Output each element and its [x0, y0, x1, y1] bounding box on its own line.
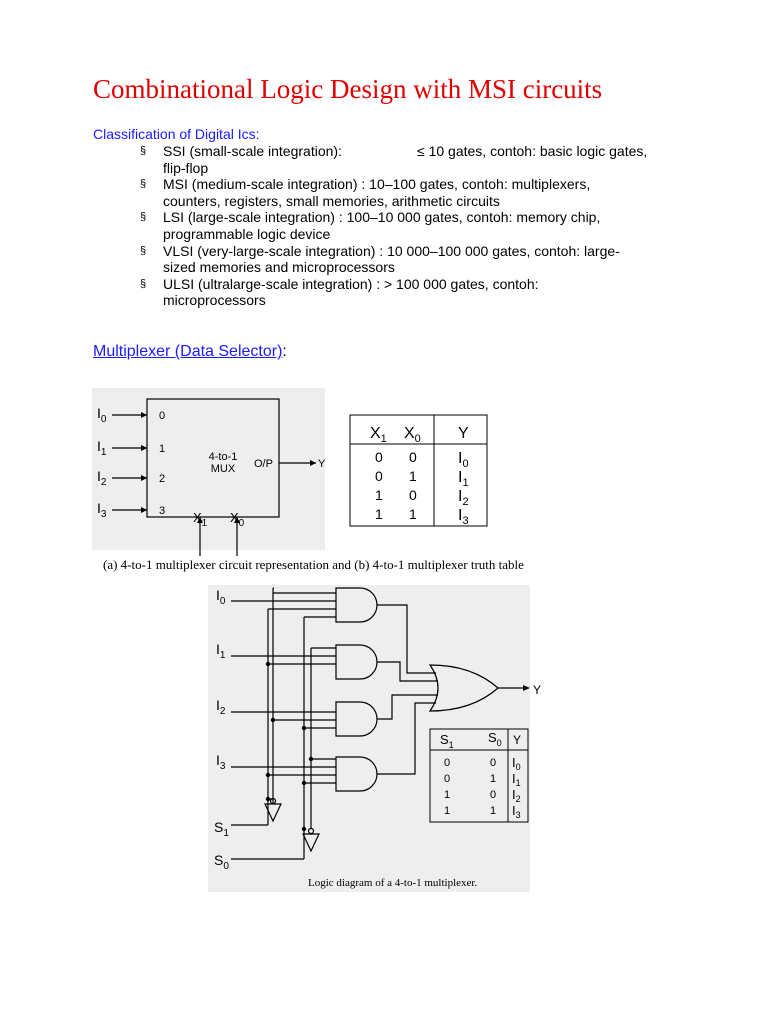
diagram-input-i0: $I_0$	[216, 587, 226, 607]
bullet-mark: §	[140, 211, 147, 224]
list-item-msi	[140, 176, 710, 209]
junction-dot	[309, 757, 313, 761]
select-label-x0: $X_0$	[230, 510, 245, 529]
bullet-mark: §	[140, 277, 147, 290]
diagram-input-i3: $I_3$	[216, 752, 226, 772]
diagram-input-i1: $I_1$	[216, 641, 226, 661]
msi-line-2: counters, registers, small memories, arithmetic circuits	[163, 192, 500, 209]
arrowhead	[141, 507, 147, 513]
pin-label-0: 0	[159, 410, 166, 422]
table-cell: 1	[375, 487, 383, 503]
lsi-line-2: programmable logic device	[163, 225, 331, 242]
table-cell: 0	[490, 789, 497, 801]
truth-table-a-header-x0: $X_0$	[404, 425, 421, 445]
input-label-i0: $I_0$	[97, 405, 107, 425]
pin-label-3: 3	[159, 505, 166, 517]
junction-dot	[266, 662, 270, 666]
junction-dot	[302, 827, 306, 831]
table-cell: 1	[409, 468, 417, 484]
block-label-4to1: 4-to-1	[208, 451, 238, 463]
mux-block-figure	[92, 388, 622, 578]
table-cell-output: $I_3$	[458, 507, 469, 527]
diagram-input-i2: $I_2$	[216, 697, 226, 717]
arrowhead	[141, 475, 147, 481]
junction-dot	[271, 718, 275, 722]
bullet-mark: §	[140, 244, 147, 257]
input-label-i1: $I_1$	[97, 438, 107, 458]
inverter-s1	[265, 804, 281, 821]
truth-table-a-header-x1: $X_1$	[370, 425, 387, 445]
table-cell: 0	[409, 487, 417, 503]
multiplexer-heading-colon: :	[282, 343, 287, 360]
list-item-ssi	[140, 143, 710, 176]
figure-b-caption: Logic diagram of a 4-to-1 multiplexer.	[308, 877, 478, 889]
multiplexer-heading-link[interactable]: Multiplexer (Data Selector)	[93, 343, 283, 360]
diagram-output-y: Y	[533, 683, 542, 697]
pin-label-1: 1	[159, 443, 166, 455]
vlsi-line-2: sized memories and microprocessors	[163, 259, 395, 276]
page-title: Combinational Logic Design with MSI circuits	[93, 74, 603, 104]
table-cell: 1	[444, 789, 451, 801]
table-cell-output: $I_3$	[512, 803, 521, 820]
select-label-x1: $X_1$	[193, 510, 208, 529]
wire	[377, 703, 436, 774]
truth-table-b-header-y: Y	[513, 733, 522, 747]
table-cell-output: $I_0$	[512, 755, 521, 772]
and-gate-3	[336, 757, 377, 791]
bullet-mark: §	[140, 178, 147, 191]
input-label-i3: $I_3$	[97, 500, 107, 520]
ssi-gates: ≤ 10 gates, contoh: basic logic gates,	[417, 143, 648, 159]
arrowhead	[523, 685, 530, 691]
truth-table-a-header-y: Y	[458, 425, 469, 442]
bullet-mark: §	[140, 145, 147, 157]
table-cell: 1	[409, 506, 417, 522]
table-cell-output: $I_1$	[458, 469, 469, 489]
classification-list	[140, 143, 710, 309]
list-item-ulsi	[140, 276, 710, 309]
table-cell: 1	[444, 805, 451, 817]
junction-dot	[302, 781, 306, 785]
and-gate-1	[336, 645, 377, 679]
and-gate-0	[336, 588, 377, 622]
arrowhead	[141, 445, 147, 451]
junction-dot	[266, 773, 270, 777]
truth-table-b-header-s1: $S_1$	[440, 732, 454, 750]
ssi-definition: SSI (small-scale integration):	[163, 143, 342, 159]
table-cell: 1	[375, 506, 383, 522]
classification-heading: Classification of Digital Ics:	[93, 126, 260, 142]
pin-label-2: 2	[159, 473, 166, 485]
table-cell: 1	[490, 805, 497, 817]
table-cell-output: $I_1$	[512, 771, 521, 788]
table-cell: 0	[375, 449, 383, 465]
table-cell: 0	[444, 757, 451, 769]
block-label-mux: MUX	[210, 463, 236, 475]
diagram-select-s1: $S_1$	[214, 819, 229, 839]
figure-a-caption: (a) 4-to-1 multiplexer circuit representation and (b) 4-to-1 multiplexer truth table	[103, 557, 524, 572]
ulsi-line-2: microprocessors	[163, 292, 266, 309]
arrowhead	[310, 460, 316, 466]
table-cell: 0	[490, 757, 497, 769]
list-item-lsi	[140, 209, 710, 242]
multiplexer-heading	[93, 343, 287, 361]
wire	[377, 695, 438, 719]
lsi-line-1: LSI (large-scale integration) : 100–10 000 gates, contoh: memory chip,	[163, 209, 601, 226]
table-cell: 0	[444, 773, 451, 785]
wire	[377, 605, 436, 673]
inverter-s0	[303, 834, 319, 851]
inverter-bubble	[309, 829, 314, 834]
output-label-y: Y	[318, 458, 326, 470]
table-cell-output: $I_2$	[458, 488, 469, 508]
table-cell: 1	[490, 773, 497, 785]
junction-dot	[302, 726, 306, 730]
or-gate	[430, 665, 498, 711]
arrowhead	[141, 412, 147, 418]
ulsi-line-1: ULSI (ultralarge-scale integration) : > 100 000 gates, contoh:	[163, 275, 539, 292]
table-cell: 0	[375, 468, 383, 484]
table-cell-output: $I_2$	[512, 787, 521, 804]
list-item-vlsi	[140, 243, 710, 276]
vlsi-line-1: VLSI (very-large-scale integration) : 10 000–100 000 gates, contoh: large-	[163, 242, 620, 259]
msi-line-1: MSI (medium-scale integration) : 10–100 gates, contoh: multiplexers,	[163, 176, 591, 193]
table-cell-output: $I_0$	[458, 450, 469, 470]
ssi-example-cont: flip-flop	[163, 159, 209, 176]
truth-table-b-header-s0: $S_0$	[488, 730, 502, 748]
input-label-i2: $I_2$	[97, 468, 107, 488]
junction-dot	[266, 797, 270, 801]
diagram-select-s0: $S_0$	[214, 852, 229, 872]
table-cell: 0	[409, 449, 417, 465]
output-pin-label: O/P	[254, 458, 273, 470]
and-gate-2	[336, 702, 377, 736]
logic-diagram	[208, 585, 542, 895]
